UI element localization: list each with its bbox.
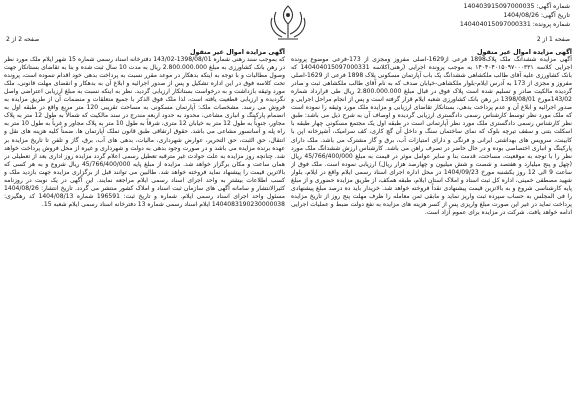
file-number-row <box>460 20 570 29</box>
page-number-left: صفحه 2 از 2 <box>6 36 40 43</box>
ad-date-row <box>460 11 570 20</box>
left-column <box>4 48 285 406</box>
iran-judiciary-emblem-icon <box>262 2 314 44</box>
ad-date-value: 1404/08/26 <box>503 12 539 19</box>
file-number-value: 140404015097000331 <box>459 21 531 28</box>
ad-number-value: 140403915097000035 <box>463 3 535 10</box>
text-columns <box>4 48 572 406</box>
header-meta <box>460 2 570 29</box>
right-column <box>291 48 572 406</box>
page-number-right: صفحه 1 از 2 <box>536 36 570 43</box>
ad-number-row <box>460 2 570 11</box>
ad-date-label: تاریخ آگهی: <box>540 12 570 19</box>
right-column-title: آگهی مزایده اموال غیر منقول <box>476 48 572 56</box>
left-column-body: که بموجب سند رهنی شماره 1398/08/01-143/02 دفترخانه اسناد رسمی شماره 15 شهر ایلام ملک مورد نظر در رهن بانک کشاورزی به مبلغ 2.800.000.000 ریال به مدت 10 سال ثبت شده و بنا به تقاضای بستانکار جهت وصول مطالبات و با توجه به اینکه بدهکار در موعد مقرر نسبت به پرداخت بدهی خود اقدام ننموده است، پرونده تحت کلاسه فوق در این اداره تشکیل و پس از صدور اجرائیه و ابلاغ آن به بدهکار و انقضای مهلت قانونی، ملک مورد وثیقه بازداشت و به درخواست بستانکار ارزیابی گردید. نظر به اینکه نسبت به مبلغ ارزیابی اعتراضی واصل نگردیده و ارزیابی قطعیت یافته است، لذا ملک فوق الذکر با جمیع متعلقات و منضمات آن از طریق مزایده به فروش می رسد. مشخصات ملک: آپارتمان مسکونی به مساحت تقریبی 120 متر مربع واقع در طبقه اول به انضمام پارکینگ و انباری مشاعی، محدود به حدود اربعه مندرج در سند مالکیت که شمالاً به طول 12 متر به پلاک مجاور، جنوباً به طول 12 متر به خیابان 12 متری، شرقاً به طول 10 متر به پلاک مجاور و غرباً به طول 10 متر به راه پله و آسانسور مشاعی می باشد. حقوق ارتفاقی طبق قانون تملک آپارتمان ها. ضمناً کلیه هزینه های نقل و انتقال، حق الثبت، حق التحریر، عوارض شهرداری، مالیات، بدهی های آب، برق، گاز و تلفن تا تاریخ مزایده بر عهده برنده مزایده می باشد و در صورت وجود بدهی به دولت و شهرداری و غیره از محل فروش پرداخت خواهد شد. چنانچه روز مزایده به علت حوادث غیر مترقبه تعطیل رسمی اعلام گردد مزایده روز اداری بعد از تعطیلی در همان ساعت و مکان برگزار خواهد شد. مزایده از مبلغ پایه 45/766/400/000 ریال شروع و به هر کسی که بالاترین قیمت را پیشنهاد نماید فروخته خواهد شد. طالبین می توانند قبل از برگزاری مزایده جهت بازدید ملک و کسب اطلاعات بیشتر به واحد اجرای اسناد رسمی ایلام مراجعه نمایند. این آگهی در یک نوبت در روزنامه کثیرالانتشار و سامانه آگهی های سازمان ثبت اسناد و املاک کشور منتشر می گردد. تاریخ انتشار: 1404/08/26 مسئول واحد اجرای اسناد رسمی ایلام. شماره و تاریخ ثبت: 196591 شماره 1404/08/13 کد رهگیری: 1404083190230000038 ایلام اسناد رسمی شماره 13 دفترخانه اسناد رسمی ایلام شعبه 15. <box>4 56 285 208</box>
left-column-title: آگهی مزایده اموال غیر منقول <box>189 48 285 56</box>
ad-number-label: شماره آگهی: <box>536 3 570 10</box>
right-column-body: آگهی مزایده ششدانگ ملک پلاک1898 فرعی از1629-اصلی مفروز ومجزی از 173-فرعی موضوع پرونده اجرایی کلاسه ۱۴۰۴۰۴۰۱۵۰۹۷۰۰۰۳۳۱ به موجب پرونده اجرایی (رهنی)کلاسه 140404015097000331 که بانک کشاورزی علیه آقای طالب ملکشاهی ششدانگ یک باب آپارتمان مسکونی پلاک 1898 فرعی از 1629-اصلی مفروز و مجزی از 173 به آدرس ایلام-بلوار ملکشاهی-خیابان صدف که به نام آقای طالب ملکشاهی ثبت و صادر گردیده مالکیت صادر و تسلیم شده است پلاک فوق در قبال مبلغ 2.800.000.000 ریال طی قرارداد شماره 143/02مورخ 1398/08/01 در رهن بانک کشاورزی شعبه ایلام قرار گرفته است و پس از انجام مراحل اجرایی و صدور اجرائیه و ابلاغ آن و عدم پرداخت بدهی، بستانکار تقاضای ارزیابی و مزایده ملک مورد وثیقه را نموده است که ملک مورد نظر توسط کارشناس رسمی دادگستری ارزیابی گردیده و اوصاف آن به شرح ذیل می باشد: طبق نظر کارشناس رسمی دادگستری ملک مورد نظر آپارتمانی است در طبقه اول یک مجتمع مسکونی چهار طبقه با اسکلت بتنی و سقف تیرچه بلوک که نمای ساختمان سنگ و داخل آن گچ کاری، کف سرامیک، آشپزخانه اپن با کابینت، سرویس های بهداشتی ایرانی و فرنگی و دارای امتیازات آب، برق و گاز مشترک می باشد. ملک دارای پارکینگ و انباری اختصاصی بوده و در حال حاضر در تصرف راهن می باشد. کارشناس ارزش ششدانگ ملک مورد نظر را با توجه به موقعیت، مساحت، قدمت بنا و سایر عوامل موثر در قیمت به مبلغ 45/766/400/000 ریال (چهل و پنج میلیارد و هفتصد و شصت و شش میلیون و چهارصد هزار ریال) ارزیابی نموده است. ملک فوق از ساعت 9 الی 12 روز یکشنبه مورخ 1404/09/23 در محل اداره اجرای اسناد رسمی ایلام واقع در ایلام، بلوار شهید مصطفی خمینی، اداره کل ثبت اسناد و املاک استان ایلام، طبقه همکف، از طریق مزایده حضوری و از مبلغ پایه کارشناسی شروع و به بالاترین قیمت پیشنهادی نقداً فروخته خواهد شد. خریدار باید ده درصد مبلغ پیشنهادی را فی المجلس به حساب سپرده ثبت واریز نماید و مابقی ثمن معامله را ظرف مهلت پنج روز از تاریخ مزایده پرداخت نماید در غیر این صورت مبلغ واریزی پس از کسر هزینه های مزایده به نفع دولت ضبط و عملیات اجرایی ادامه خواهد یافت. شرکت در مزایده برای عموم آزاد است. <box>291 56 572 216</box>
file-number-label: شماره پرونده: <box>532 21 570 28</box>
